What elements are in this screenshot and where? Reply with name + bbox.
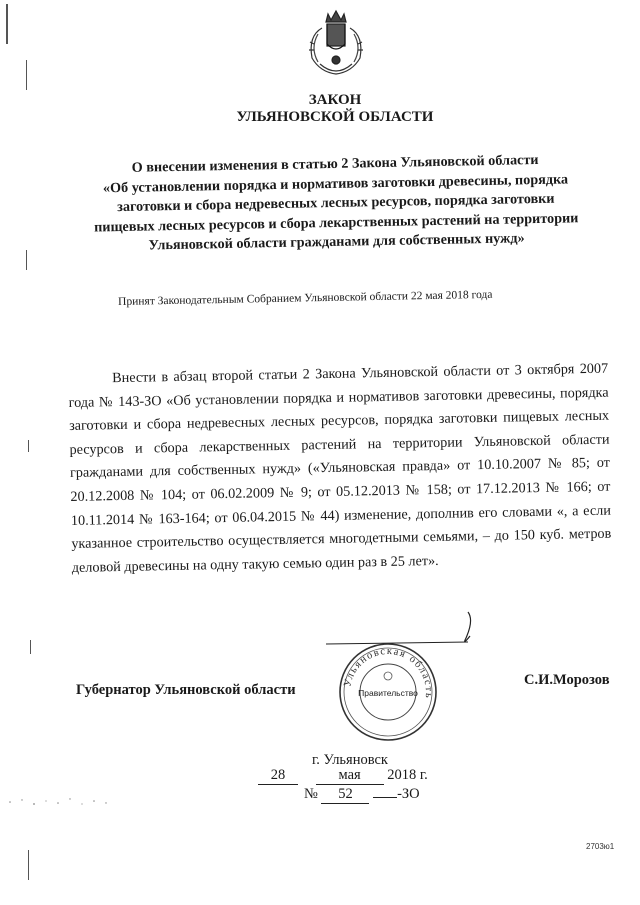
seal-center-text: Правительство bbox=[358, 688, 418, 698]
seal-ring-text: Ульяновская область bbox=[342, 645, 435, 700]
scan-edge-mark bbox=[6, 4, 8, 44]
law-title-line: ЗАКОН bbox=[308, 92, 362, 108]
scan-edge-mark bbox=[26, 60, 27, 90]
law-title-line: УЛЬЯНОВСКОЙ ОБЛАСТИ bbox=[236, 109, 434, 125]
law-title bbox=[200, 92, 470, 126]
adoption-note: Принят Законодательным Собранием Ульяновской области 22 мая 2018 года bbox=[118, 288, 493, 308]
number-suffix: -ЗО bbox=[397, 786, 420, 802]
scan-smudge bbox=[0, 792, 120, 812]
number-value: 52 bbox=[321, 786, 369, 804]
subject-line: О внесении изменения в статью 2 Закона Ульяновской области bbox=[131, 152, 539, 176]
law-subject-heading bbox=[70, 150, 602, 258]
subject-line: Ульяновской области гражданами для собственных нужд» bbox=[148, 230, 525, 254]
governor-name: С.И.Морозов bbox=[524, 672, 610, 688]
scan-edge-mark bbox=[28, 440, 29, 452]
subject-line: заготовки и сбора недревесных лесных ресурсов, порядка заготовки bbox=[117, 190, 555, 216]
document-code: 2703ю1 bbox=[586, 842, 615, 851]
scan-edge-mark bbox=[26, 250, 27, 270]
date-year: 2018 г. bbox=[387, 767, 428, 783]
number-prefix: № bbox=[304, 786, 318, 802]
law-number bbox=[304, 786, 420, 804]
place-city: г. Ульяновск bbox=[312, 752, 388, 768]
law-body-text: Внести в абзац второй статьи 2 Закона Ульяновской области от 3 октября 2007 года № 143-ЗО «Об установлении порядка и нормативов заготовки древесины, порядка заготовки и сбора недревесных лесных ресурсов, порядка заготовки пищевых лесных ресурсов и сбора лекарственных растений на территории Ульяновской области гражданами для собственных нужд» («Ульяновская правда» от 10.10.2007 № 85; от 20.12.2008 № 104; от 06.02.2009 № 9; от 05.12.2013 № 158; от 17.12.2013 № 166; от 10.11.2014 № 163-164; от 06.04.2015 № 44) изменение, дополнив его словами «, а если указанное строительство осуществляется многодетными семьями, – до 150 куб. метров деловой древесины на одну такую семью один раз в 25 лет». bbox=[68, 360, 612, 576]
governor-title: Губернатор Ульяновской области bbox=[76, 682, 296, 698]
subject-line: пищевых лесных ресурсов и сбора лекарственных растений на территории bbox=[93, 209, 579, 236]
subject-line: «Об установлении порядка и нормативов заготовки древесины, порядка bbox=[102, 170, 569, 196]
scan-edge-mark bbox=[30, 640, 31, 654]
coat-of-arms-emblem bbox=[300, 8, 372, 80]
signing-date bbox=[258, 767, 428, 785]
date-month: мая bbox=[316, 767, 384, 785]
scan-edge-mark bbox=[28, 850, 29, 880]
official-seal bbox=[336, 640, 440, 744]
date-day: 28 bbox=[258, 767, 298, 785]
